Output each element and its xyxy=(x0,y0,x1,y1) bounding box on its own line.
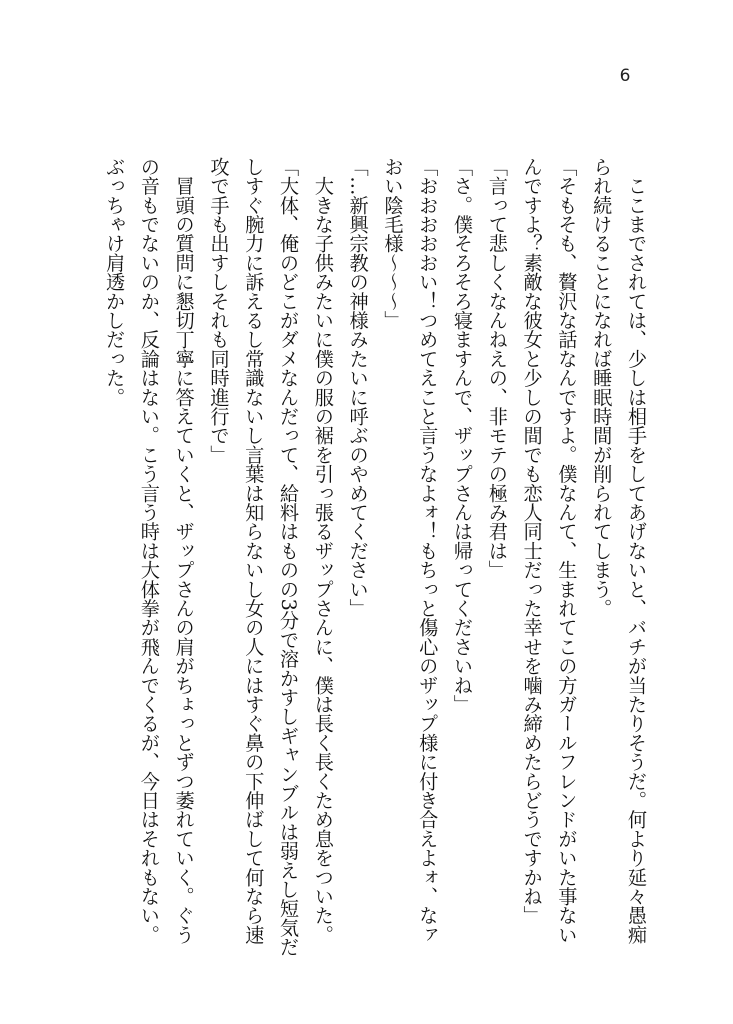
dialogue-line: 「おおおおおい！つめてえこと言うなよォ！もちっと傷心のザップ様に付き合えよォ、なァおい陰毛様～～～」 xyxy=(381,157,440,945)
paragraph: 大きな子供みたいに僕の服の裾を引っ張るザップさんに、僕は長く長くため息をついた。 xyxy=(311,157,335,945)
page-number: 6 xyxy=(619,66,631,86)
dialogue-line: 「さ。僕そろそろ寝ますんで、ザップさんは帰ってくださいね」 xyxy=(451,157,475,714)
dialogue-line: 「言って悲しくなんねえの、非モテの極み君は」 xyxy=(485,157,509,580)
body-text xyxy=(103,157,653,957)
paragraph: 冒頭の質問に懇切丁寧に答えていくと、ザップさんの肩がちょっとずつ萎れていく。ぐうの音もでないのか、反論はない。こう言う時は大体拳が飛んでくるが、今日はそれもない。ぶっちゃけ肩透かしだった。 xyxy=(103,157,196,945)
paragraph: ここまでされては、少しは相手をしてあげないと、バチが当たりそうだ。何より延々愚痴られ続けることになれば睡眠時間が削られてしまう。 xyxy=(590,157,648,945)
dialogue-line: 「大体、俺のどこがダメなんだって、給料はものの3分で溶かすしギャンブルは弱えし短気だしすぐ腕力に訴えるし常識ないし言葉は知らないし女の人にはすぐ鼻の下伸ばして何なら速攻で手も出すしそれも同時進行で」 xyxy=(207,157,301,957)
dialogue-line: 「…新興宗教の神様みたいに呼ぶのやめてください」 xyxy=(346,157,370,618)
dialogue-line: 「そもそも、贅沢な話なんですよ。僕なんて、生まれてこの方ガールフレンドがいた事ないんですよ？素敵な彼女と少しの間でも恋人同士だった幸せを噛み締めたらどうですかね」 xyxy=(520,157,579,945)
